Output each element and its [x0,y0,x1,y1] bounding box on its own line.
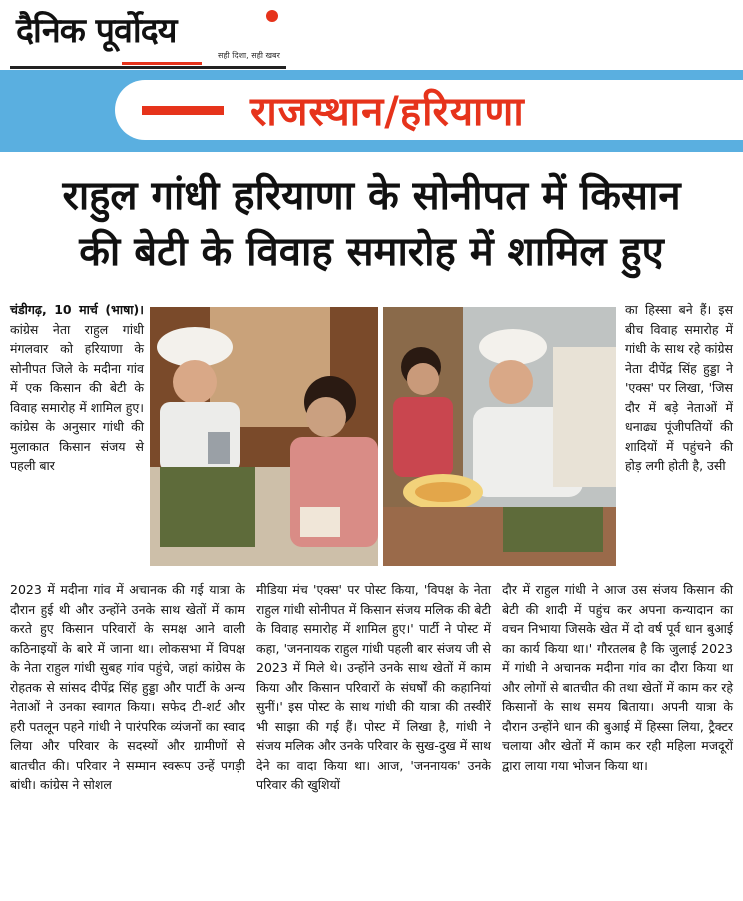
column-1-body-text: 2023 में मदीना गांव में अचानक की गई यात्रा के दौरान हुई थी और उन्होंने उनके साथ खेतों में काम करते हुए किसान परिवारों के समक्ष आने वाली कठिनाइयों के बारे में जाना था। लोकसभा में विपक्ष के नेता राहुल गांधी सुबह गांव पहुंचे, जहां कांग्रेस के रोहतक से सांसद दीपेंद्र सिंह हुड्डा और पार्टी के अन्य नेताओं ने उनका स्वागत किया। सफेद टी-शर्ट और हरी पतलून पहने गांधी ने पारंपरिक व्यंजनों का स्वाद लिया और परिवार के सदस्यों और ग्रामीणों से बातचीत की। परिवार ने सम्मान स्वरूप उन्हें पगड़ी बांधी। कांग्रेस ने सोशल [10,582,245,792]
section-label: राजस्थान/हरियाणा [250,89,525,135]
masthead-accent-strip [122,62,202,65]
masthead-tagline: सही दिशा, सही खबर [218,51,280,60]
column-3-body [502,580,733,775]
headline-line-2: की बेटी के विवाह समारोह में शामिल हुए [79,229,664,275]
column-2 [256,580,491,795]
photo-right [383,307,616,566]
column-3-top-text: का हिस्सा बने हैं। इस बीच विवाह समारोह में गांधी के साथ रहे कांग्रेस नेता दीपेंद्र सिंह हुड्डा ने 'एक्स' पर लिखा, 'जिस दौर में बड़े नेताओं में धनाढ्य पूंजीपतियों की शादियों में पहुंचने की होड़ लगी होती है, उसी [625,302,733,473]
photo-left [150,307,378,566]
column-1-intro-text: कांग्रेस नेता राहुल गांधी मंगलवार को हरियाणा के सोनीपत जिले के मदीना गांव में एक किसान की बेटी के विवाह समारोह में शामिल हुए। कांग्रेस के अनुसार गांधी की मुलाकात किसान संजय से पहली बार [10,321,144,473]
column-3-top [625,300,733,476]
headline-line-1: राहुल गांधी हरियाणा के सोनीपत में किसान [62,173,681,219]
masthead [10,4,300,70]
masthead-rule [10,66,286,69]
dateline: चंडीगढ़, 10 मार्च (भाषा)। [10,302,144,317]
column-1-intro [10,300,144,476]
section-dash [142,106,224,115]
article-headline [10,168,733,280]
masthead-logo-dot [266,10,278,22]
column-3-body-text: दौर में राहुल गांधी ने आज उस संजय किसान की बेटी की शादी में पहुंच कर अपना कन्यादान का वचन निभाया जिसके खेत में दो वर्ष पूर्व धान बुआई का कार्य किया था।' गौरतलब है कि जुलाई 2023 में गांधी ने अचानक मदीना गांव का दौरा किया था और लोगों से बातचीत की तथा खेतों में काम कर रहे किसानों के साथ समय बिताया। अपनी यात्रा के दौरान उन्होंने धान की बुआई में हिस्सा लिया, ट्रैक्टर चलाया और खेतों में काम कर रही महिला मजदूरों द्वारा लाया गया भोजन किया था। [502,582,733,773]
column-1-body [10,580,245,795]
masthead-title: दैनिक पूर्वोदय [16,11,177,51]
column-2-text: मीडिया मंच 'एक्स' पर पोस्ट किया, 'विपक्ष के नेता राहुल गांधी सोनीपत में किसान संजय मलिक की बेटी के विवाह समारोह में शामिल हुए।' पार्टी ने पोस्ट में कहा, 'जननायक राहुल गांधी पहली बार संजय जी से 2023 में मिले थे। उन्होंने उनके साथ खेतों में काम किया और किसान परिवारों के संघर्षों की कहानियां सुनीं।' इस पोस्ट के साथ गांधी की यात्रा की तस्वीरें भी साझा की गई हैं। पोस्ट में लिखा है, गांधी ने संजय मलिक और उनके परिवार के सुख-दुख में साथ देने का वादा किया था। आज, 'जननायक' उनके परिवार की खुशियों [256,582,491,792]
